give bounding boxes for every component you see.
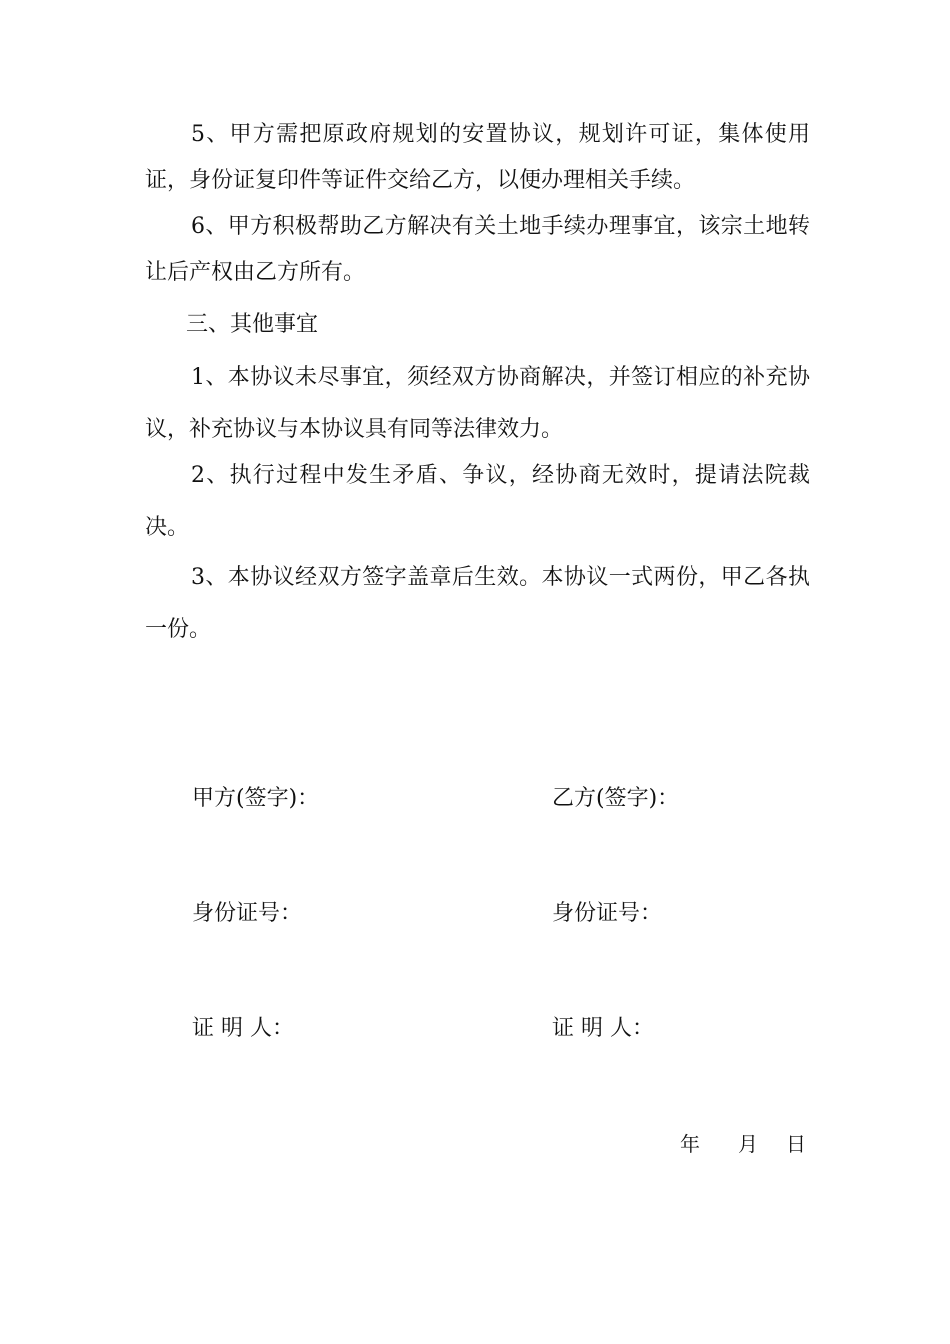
party-b-id-label: 身份证号： (552, 901, 663, 926)
clause-3-3: 3、本协议经双方签字盖章后生效。本协议一式两份，甲乙各执一份。 (145, 565, 810, 642)
clause-3-1: 1、本协议未尽事宜，须经双方协商解决，并签订相应的补充协议，补充协议与本协议具有同等法律效力。 (145, 365, 810, 442)
date-month-label: 月 (738, 1132, 758, 1156)
party-a-witness-label: 证 明 人： (192, 1016, 294, 1041)
date-day-label: 日 (786, 1132, 806, 1156)
clause-3-2: 2、执行过程中发生矛盾、争议，经协商无效时，提请法院裁决。 (145, 463, 810, 540)
clause-2-5: 5、甲方需把原政府规划的安置协议，规划许可证，集体使用证，身份证复印件等证件交给乙方，以便办理相关手续。 (145, 122, 810, 193)
date-year-label: 年 (680, 1132, 700, 1156)
party-a-id-label: 身份证号： (192, 901, 303, 926)
clause-2-6: 6、甲方积极帮助乙方解决有关土地手续办理事宜，该宗土地转让后产权由乙方所有。 (145, 214, 810, 285)
party-a-sign-label: 甲方(签字)： (192, 786, 320, 811)
party-b-sign-label: 乙方(签字)： (552, 786, 680, 811)
party-b-witness-label: 证 明 人： (552, 1016, 654, 1041)
section-three-heading: 三、其他事宜 (186, 312, 319, 337)
